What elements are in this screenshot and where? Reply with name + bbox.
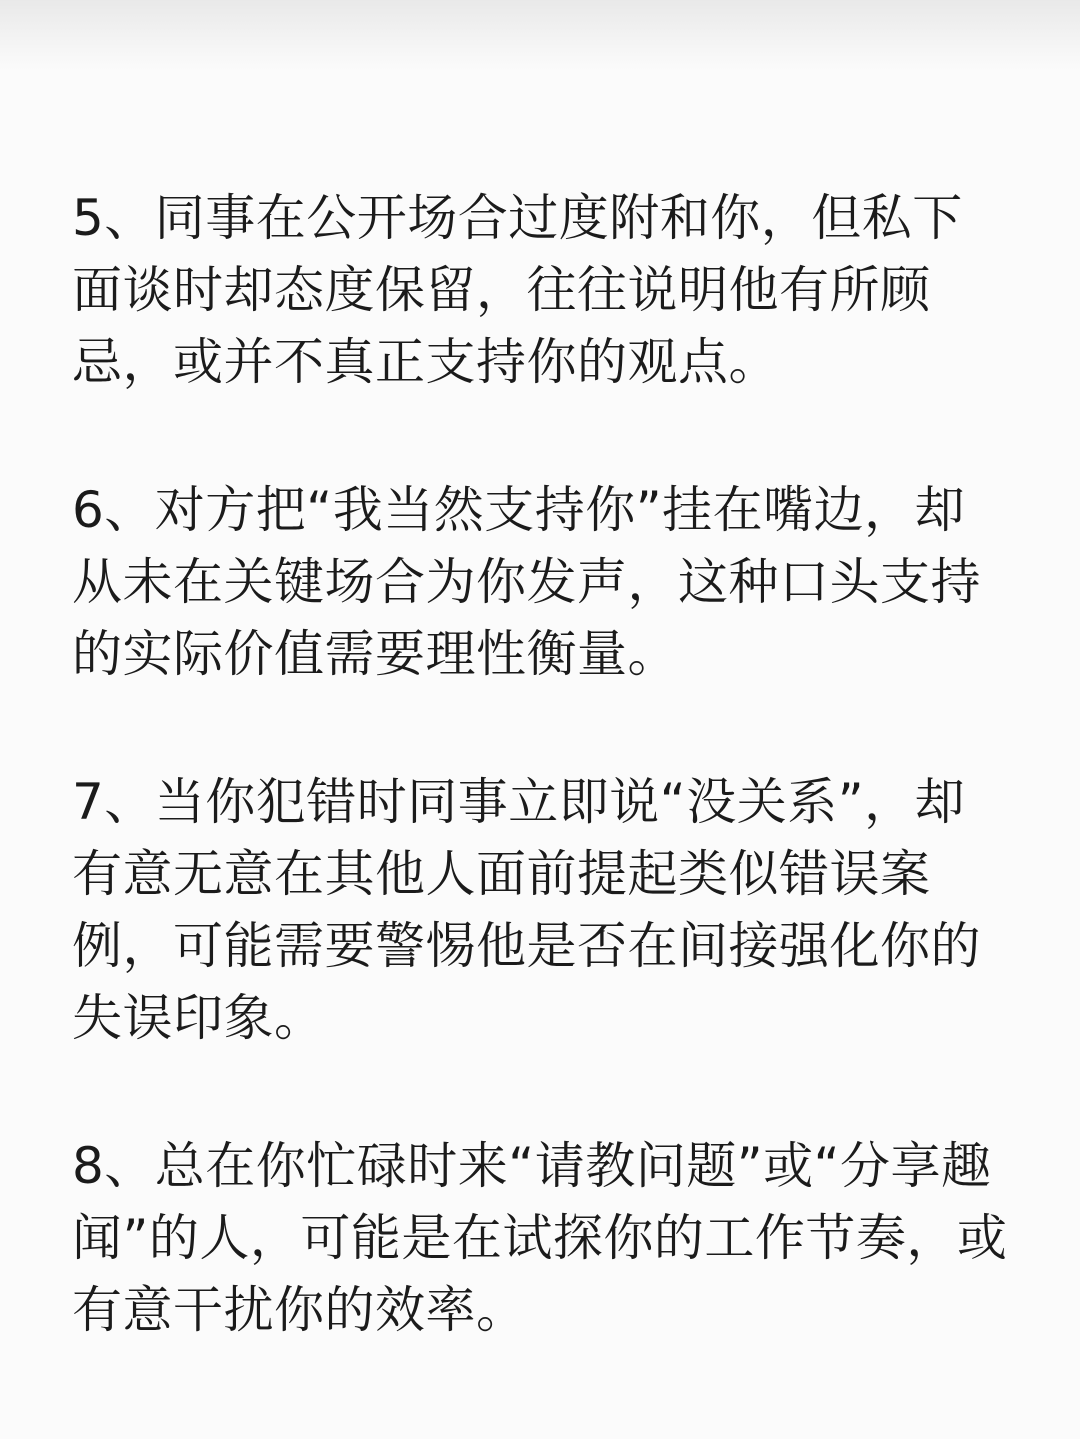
- paragraph-7: 7、当你犯错时同事立即说“没关系”，却有意无意在其他人面前提起类似错误案例，可能需要警惕他是否在间接强化你的失误印象。: [72, 773, 981, 1047]
- paragraph-6: 6、对方把“我当然支持你”挂在嘴边，却从未在关键场合为你发声，这种口头支持的实际价值需要理性衡量。: [72, 481, 981, 683]
- paragraph-5: 5、同事在公开场合过度附和你，但私下面谈时却态度保留，往往说明他有所顾忌，或并不真正支持你的观点。: [72, 189, 963, 391]
- paragraph-8: 8、总在你忙碌时来“请教问题”或“分享趣闻”的人，可能是在试探你的工作节奏，或有意干扰你的效率。: [72, 1137, 1008, 1339]
- top-shadow: [0, 0, 1080, 70]
- article-body: [72, 182, 1012, 1422]
